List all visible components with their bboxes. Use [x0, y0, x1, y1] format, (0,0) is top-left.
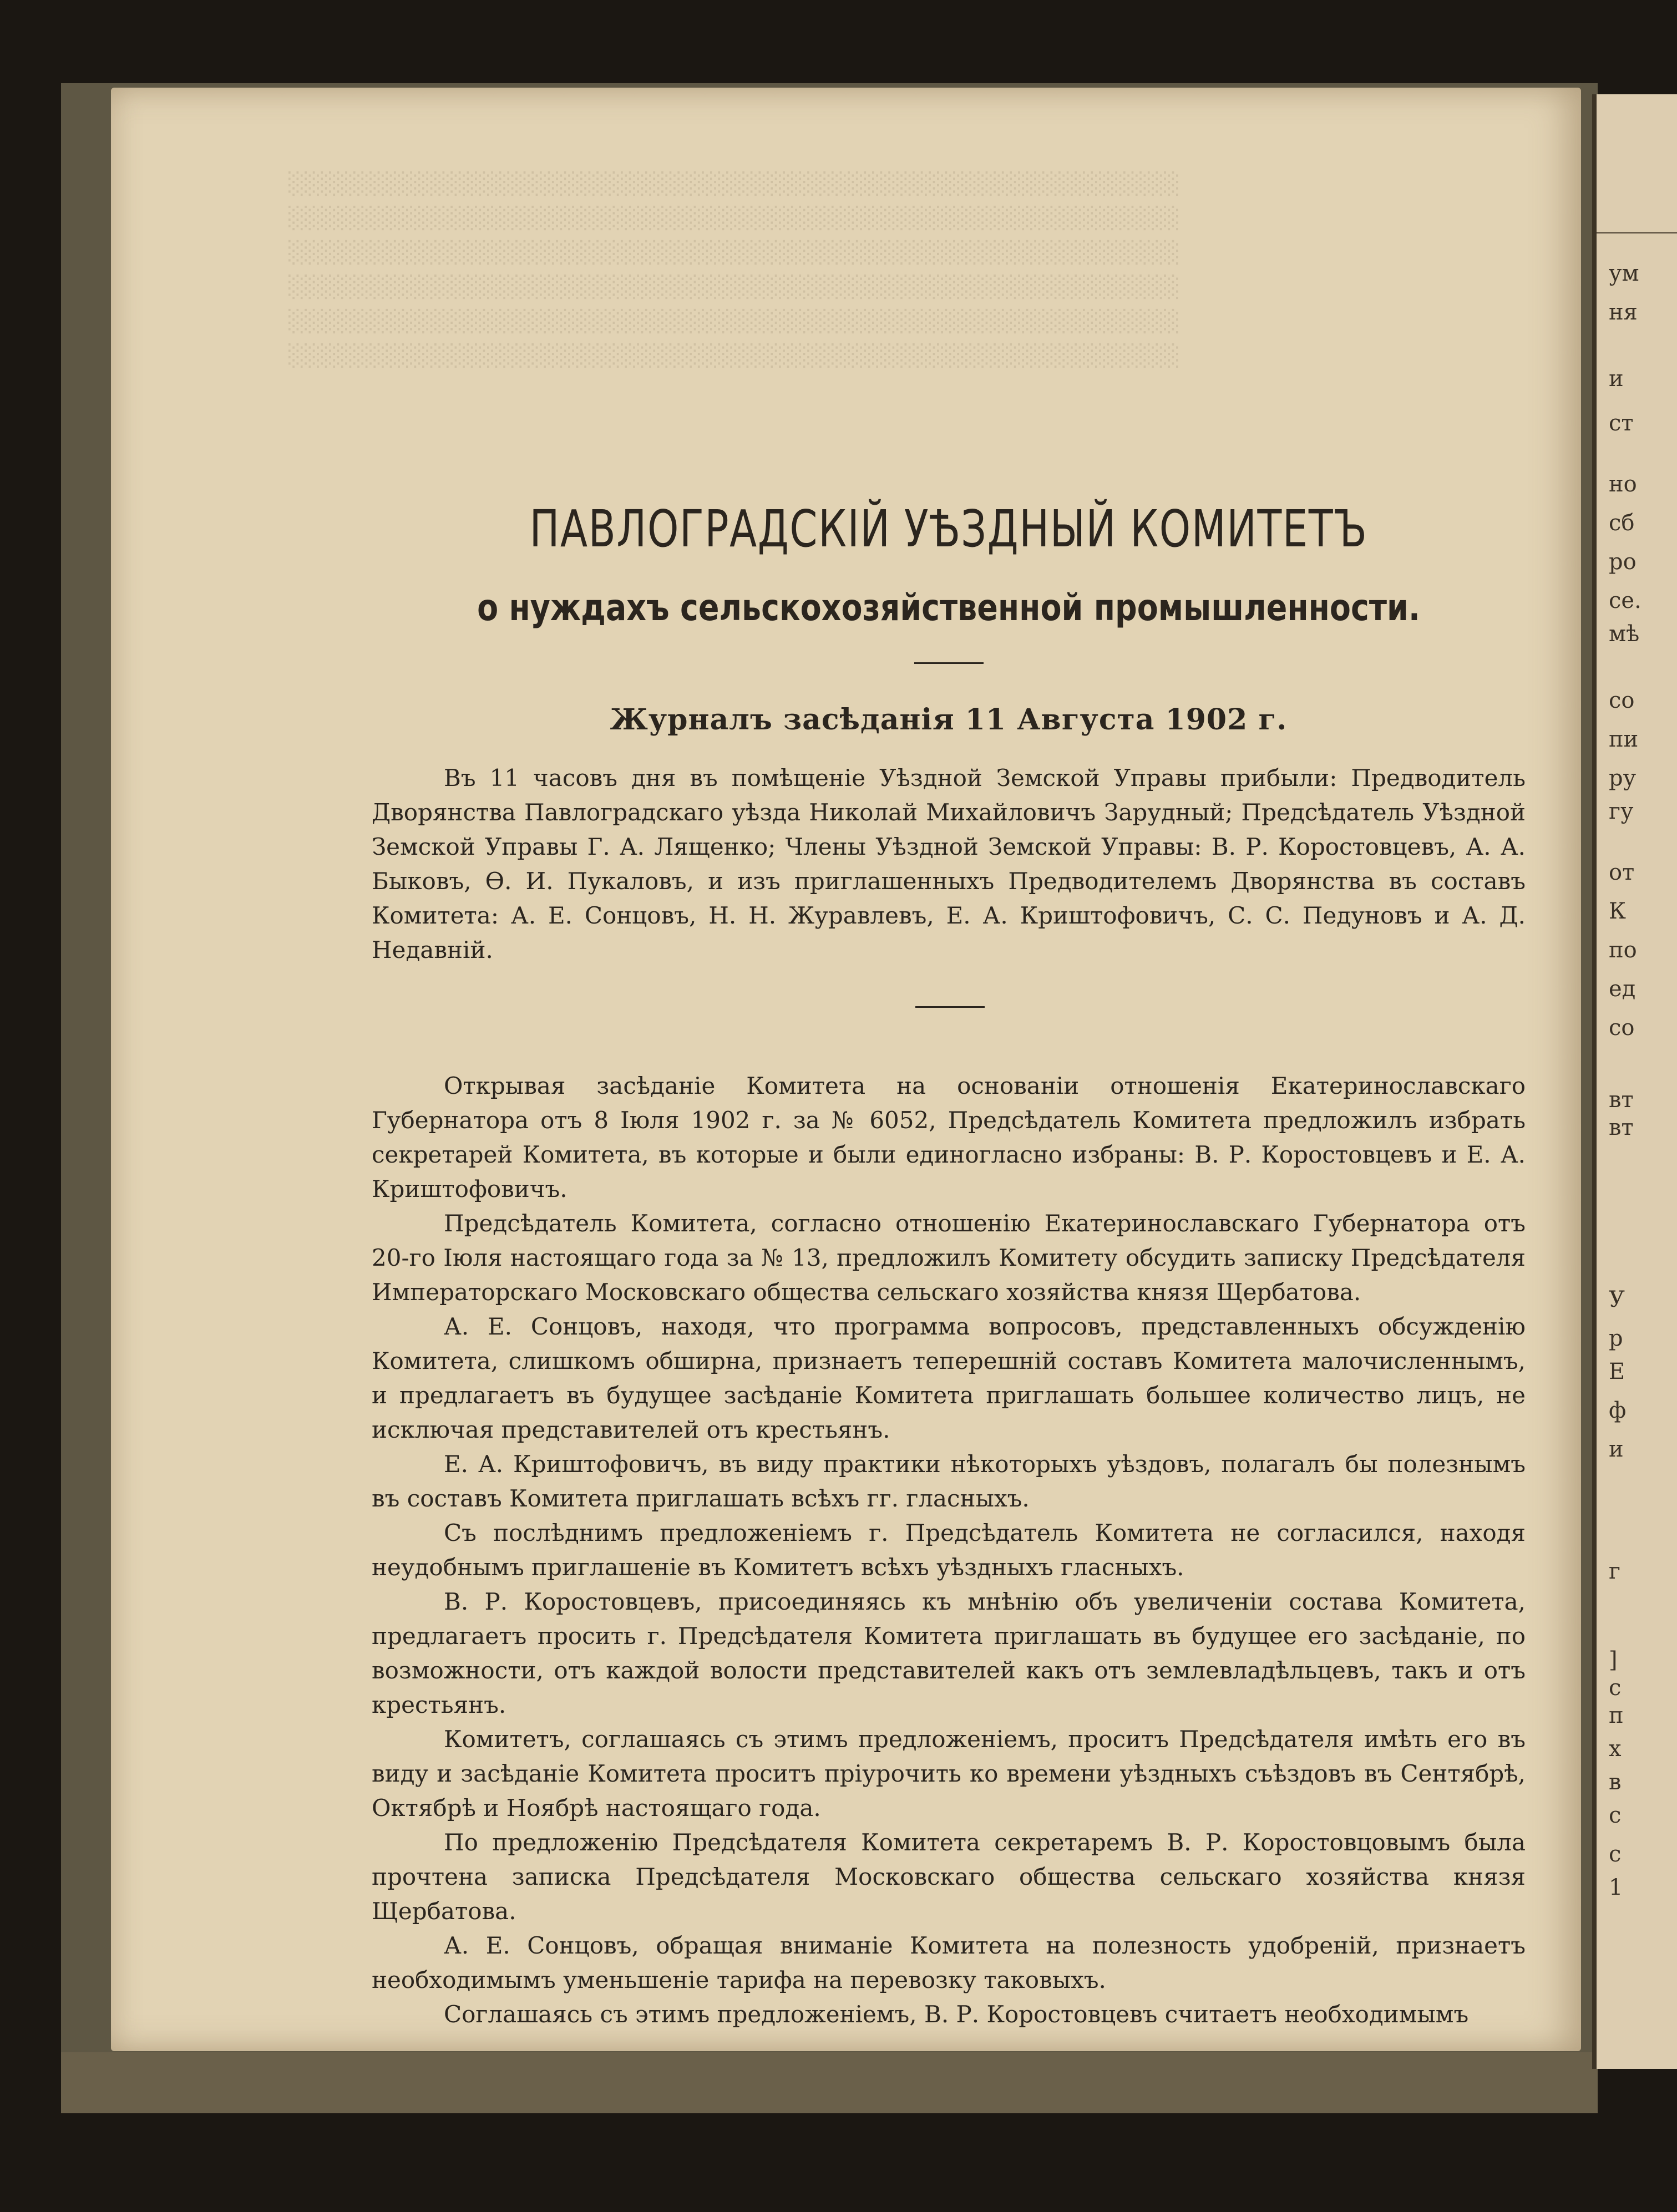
- adjacent-page-fragment: от: [1609, 860, 1635, 885]
- adjacent-page-fragment: ст: [1609, 410, 1634, 436]
- adjacent-page-fragment: ру: [1609, 765, 1637, 791]
- adjacent-page-fragment: х: [1609, 1736, 1622, 1762]
- minutes-paragraph: Открывая засѣданіе Комитета на основаніи отношенія Екатеринославскаго Губернатора отъ 8 Іюля 1902 г. за № 6052, Предсѣдатель Комитета предложилъ избрать секретарей Комитета, въ которые и были единогласно избраны: В. Р. Коростовцевъ и Е. А. Криштофовичъ.: [372, 1072, 1526, 1203]
- bleed-through-text: ░░░░░░░░░░░░░░░░░░░░░░░░░░░░░░░░░░░░░░░░░░░░░░░░░░░░░░░ ░░░░░░░░░░░░░░░░░░░░░░░░░░░░░░░░░░░░░░░░░░░░░░░░░░░░░░░ ░░░░░░░░░░░░░░░░░░░░░░░░░░░░░░░░░░░░░░░░░░░░░░░░░░░░░░░ ░░░░░░░░░░░░░░░░░░░░░░░░░░░░░░░░░░░░░░░░░░░░░░░░░░░░░░░ ░░░░░░░░░░░░░░░░░░░░░░░░░░░░░░░░░░░░░░░░░░░░░░░░░░░░░░░ ░░░░░░░░░░░░░░░░░░░░░░░░░░░░░░░░░░░░░░░░░░░░░░░░░░░░░░░: [288, 171, 1181, 368]
- adjacent-page-fragment: ]: [1609, 1647, 1618, 1673]
- adjacent-page-fragment: со: [1609, 1015, 1635, 1041]
- adjacent-page-fragment: ф: [1609, 1398, 1627, 1423]
- section-divider: [915, 1006, 985, 1008]
- adjacent-page-fragment: вт: [1609, 1115, 1634, 1140]
- adjacent-page-fragment: со: [1609, 688, 1635, 713]
- minutes-paragraph: Предсѣдатель Комитета, согласно отношенію Екатеринославскаго Губернатора отъ 20-го Іюля настоящаго года за № 13, предложилъ Комитету обсудить записку Предсѣдателя Императорскаго Московскаго общества сельскаго хозяйства князя Щербатова.: [372, 1210, 1526, 1306]
- adjacent-page-fragment: с: [1609, 1841, 1622, 1867]
- adjacent-page-fragment: се.: [1609, 588, 1641, 613]
- committee-title: ПАВЛОГРАДСКІЙ УѢЗДНЫЙ КОМИТЕТЪ: [529, 499, 1368, 559]
- page-content: [372, 499, 1526, 2032]
- adjacent-page-rule: [1597, 232, 1677, 234]
- committee-subtitle: о нуждахъ сельскохозяйственной промышленности.: [477, 586, 1420, 629]
- adjacent-page-fragment: но: [1609, 471, 1637, 497]
- adjacent-page-fragment: и: [1609, 1437, 1624, 1462]
- adjacent-page-fragment: ед: [1609, 976, 1636, 1002]
- intro-paragraph: Въ 11 часовъ дня въ помѣщеніе Уѣздной Земской Управы прибыли: Предводитель Дворянства Павлоградскаго уѣзда Николай Михайловичъ Зарудный; Предсѣдатель Уѣздной Земской Управы Г. А. Лященко; Члены Уѣздной Земской Управы: В. Р. Коростовцевъ, А. А. Быковъ, Ѳ. И. Пукаловъ, и изъ приглашенныхъ Предводителемъ Дворянства въ составъ Комитета: А. Е. Сонцовъ, Н. Н. Журавлевъ, Е. А. Криштофовичъ, С. С. Педуновъ и А. Д. Недавній.: [372, 764, 1526, 963]
- adjacent-page-fragment: п: [1609, 1703, 1624, 1728]
- minutes-paragraph: Е. А. Криштофовичъ, въ виду практики нѣкоторыхъ уѣздовъ, полагалъ бы полезнымъ въ составъ Комитета приглашать всѣхъ гг. гласныхъ.: [372, 1450, 1526, 1512]
- adjacent-page-fragment: и: [1609, 366, 1624, 392]
- adjacent-page: [1592, 94, 1677, 2069]
- adjacent-page-fragment: Е: [1609, 1359, 1625, 1384]
- adjacent-page-fragment: г: [1609, 1559, 1620, 1584]
- minutes-paragraph: А. Е. Сонцовъ, обращая вниманіе Комитета на полезность удобреній, признаетъ необходимымъ уменьшеніе тарифа на перевозку таковыхъ.: [372, 1932, 1526, 1993]
- adjacent-page-fragment: по: [1609, 937, 1637, 963]
- adjacent-page-fragment: 1: [1609, 1875, 1623, 1900]
- adjacent-page-fragment: с: [1609, 1675, 1622, 1701]
- minutes-paragraph: Соглашаясь съ этимъ предложеніемъ, В. Р. Коростовцевъ считаетъ необходимымъ: [444, 2001, 1469, 2028]
- adjacent-page-fragment: пи: [1609, 727, 1639, 752]
- adjacent-page-fragment: ум: [1609, 261, 1639, 286]
- minutes-paragraph: Комитетъ, соглашаясь съ этимъ предложеніемъ, проситъ Предсѣдателя имѣть его въ виду и засѣданіе Комитета проситъ пріурочить ко времени уѣздныхъ съѣздовъ въ Сентябрѣ, Октябрѣ и Ноябрѣ настоящаго года.: [372, 1726, 1526, 1822]
- adjacent-page-fragment: сб: [1609, 510, 1635, 536]
- adjacent-page-fragment: гу: [1609, 799, 1634, 824]
- minutes-body: [372, 1069, 1526, 2032]
- minutes-paragraph: Съ послѣднимъ предложеніемъ г. Предсѣдатель Комитета не согласился, находя неудобнымъ приглашеніе въ Комитетъ всѣхъ уѣздныхъ гласныхъ.: [372, 1519, 1526, 1581]
- adjacent-page-fragment: ня: [1609, 300, 1638, 325]
- journal-heading: Журналъ засѣданія 11 Августа 1902 г.: [610, 703, 1288, 737]
- minutes-paragraph: По предложенію Предсѣдателя Комитета секретаремъ В. Р. Коростовцовымъ была прочтена записка Предсѣдателя Московскаго общества сельскаго хозяйства князя Щербатова.: [372, 1829, 1526, 1925]
- adjacent-page-fragment: с: [1609, 1803, 1622, 1828]
- minutes-paragraph: В. Р. Коростовцевъ, присоединяясь къ мнѣнію объ увеличеніи состава Комитета, предлагаетъ просить г. Предсѣдателя Комитета приглашать въ будущее его засѣданіе, по возможности, отъ каждой волости представителей какъ отъ землевладѣльцевъ, такъ и отъ крестьянъ.: [372, 1588, 1526, 1718]
- adjacent-page-fragment: р: [1609, 1326, 1623, 1351]
- adjacent-page-fragment: в: [1609, 1769, 1622, 1795]
- minutes-paragraph: А. Е. Сонцовъ, находя, что программа вопросовъ, представленныхъ обсужденію Комитета, слишкомъ обширна, признаетъ теперешній составъ Комитета малочисленнымъ, и предлагаетъ въ будущее засѣданіе Комитета приглашать большее количество лицъ, не исключая представителей отъ крестьянъ.: [372, 1313, 1526, 1443]
- adjacent-page-fragment: вт: [1609, 1087, 1634, 1113]
- book-binding-edge: [61, 2052, 1598, 2113]
- title-divider: [914, 662, 984, 664]
- adjacent-page-fragment: ро: [1609, 549, 1637, 575]
- adjacent-page-fragment: мѣ: [1609, 621, 1640, 647]
- adjacent-page-fragment: К: [1609, 899, 1626, 924]
- adjacent-page-fragment: У: [1609, 1287, 1625, 1312]
